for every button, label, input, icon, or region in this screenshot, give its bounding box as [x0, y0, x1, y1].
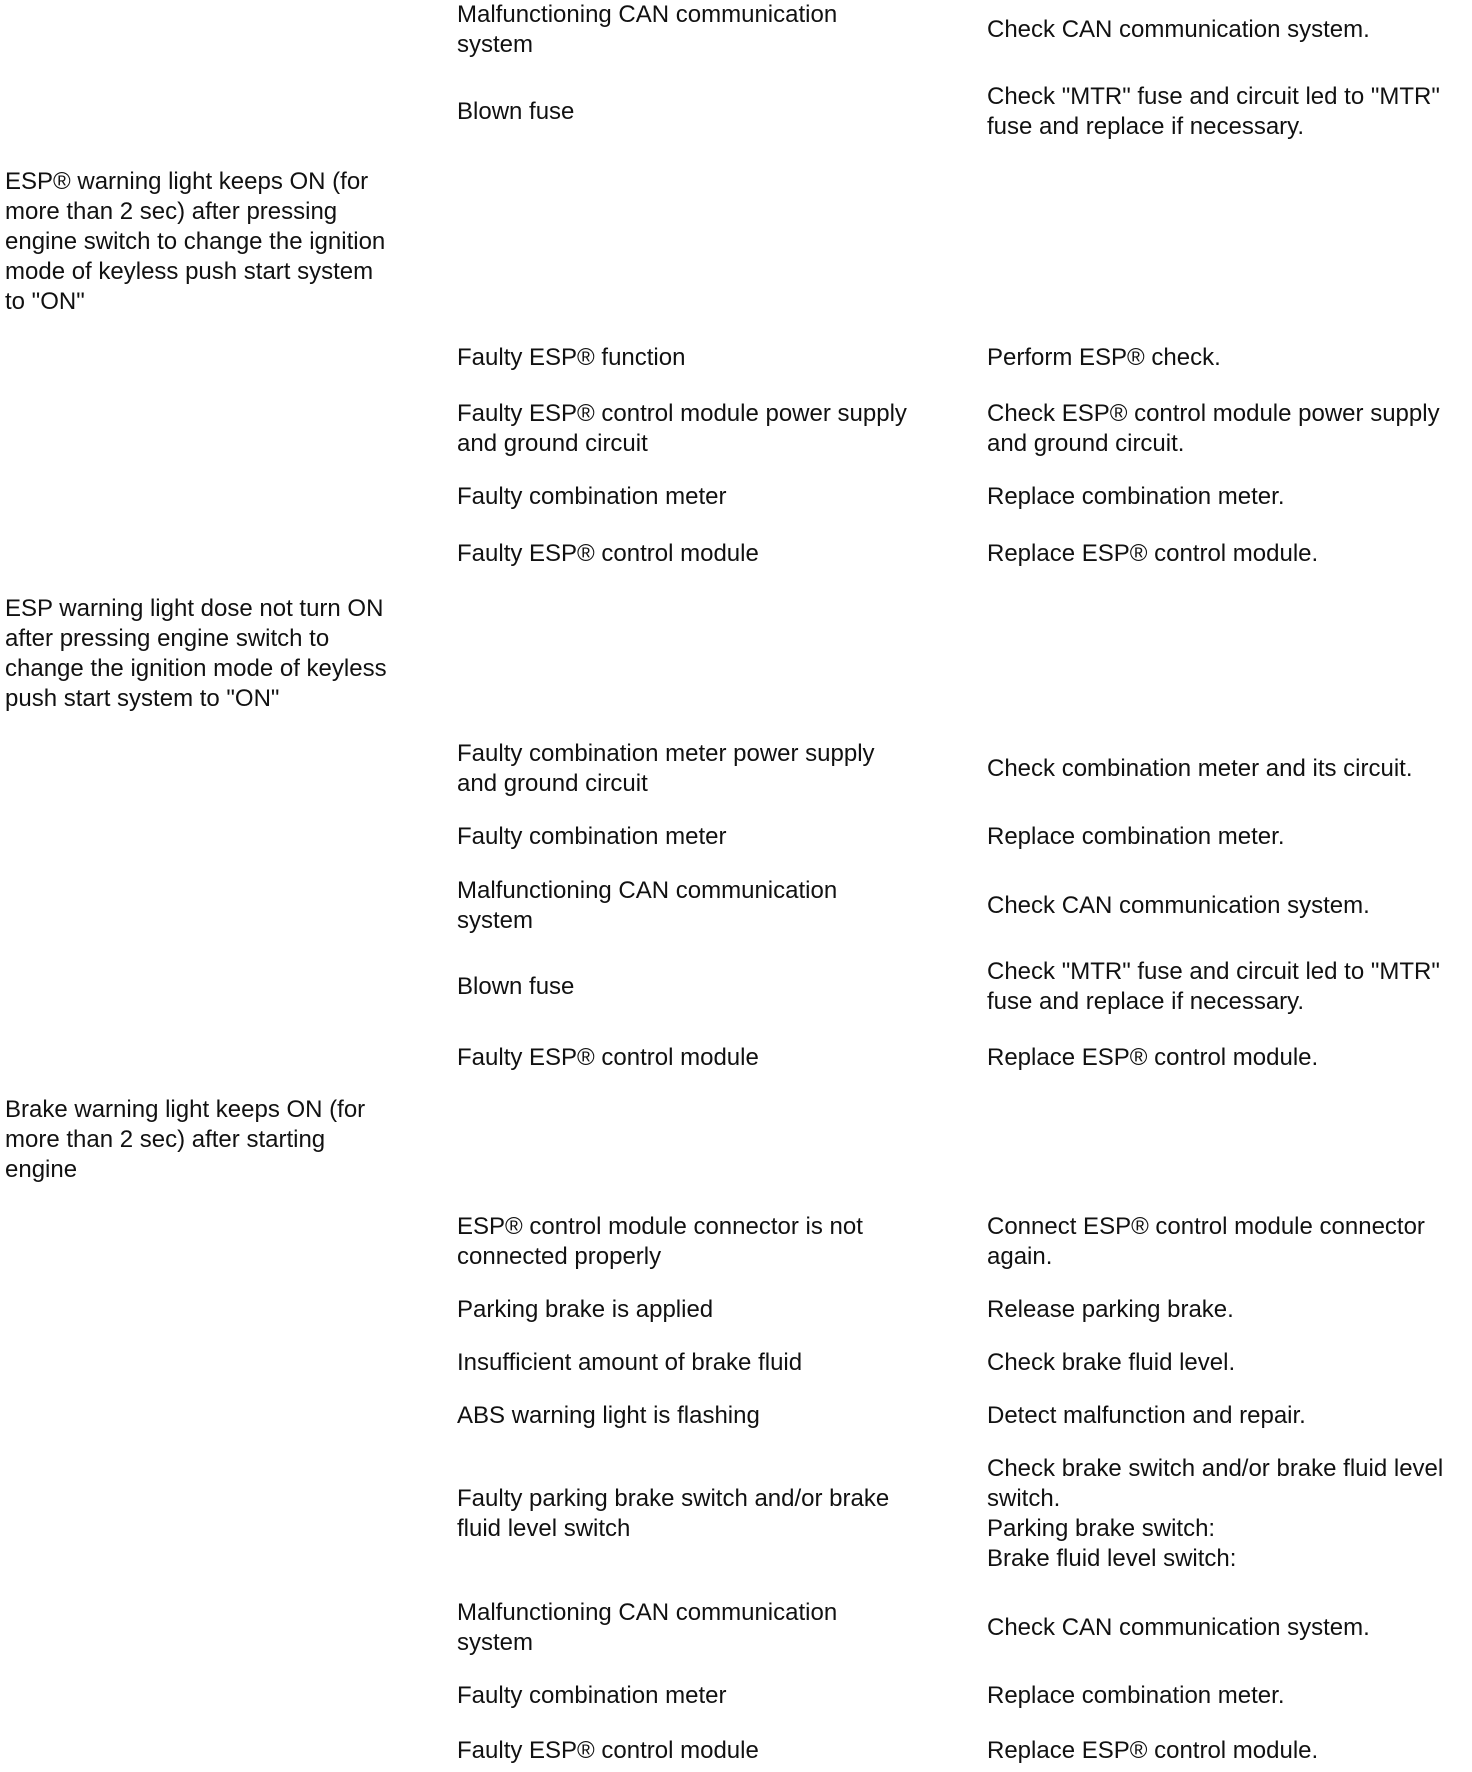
condition-text: ESP® warning light keeps ON (for more than 2 sec) after pressing engine switch to change the ignition mode of keyless push start system to "ON"	[5, 168, 386, 315]
cause-text: Faulty ESP® control module	[457, 1737, 759, 1764]
fix-text: Detect malfunction and repair.	[987, 1402, 1306, 1429]
cause-text: Blown fuse	[457, 98, 575, 125]
fix-text: Check ESP® control module power supply and ground circuit.	[987, 400, 1440, 457]
cause-text: Malfunctioning CAN communication system	[457, 1599, 838, 1656]
fix-text: Check brake fluid level.	[987, 1349, 1236, 1376]
fix-text: Check CAN communication system.	[987, 892, 1370, 919]
fix-text: Replace combination meter.	[987, 823, 1285, 850]
fix-text: Release parking brake.	[987, 1296, 1234, 1323]
cause-text: Faulty combination meter	[457, 823, 727, 850]
cause-text: Faulty ESP® control module	[457, 1044, 759, 1071]
cause-text: Faulty ESP® control module power supply and ground circuit	[457, 400, 907, 457]
fix-text: Check "MTR" fuse and circuit led to "MTR" fuse and replace if necessary.	[987, 83, 1440, 140]
fix-text: Check CAN communication system.	[987, 16, 1370, 43]
fix-text: Replace ESP® control module.	[987, 1044, 1319, 1071]
cause-text: Faulty combination meter	[457, 483, 727, 510]
cause-text: ESP® control module connector is not connected properly	[457, 1213, 863, 1270]
fix-text: Perform ESP® check.	[987, 344, 1221, 371]
cause-text: Blown fuse	[457, 973, 575, 1000]
cause-text: Faulty parking brake switch and/or brake fluid level switch	[457, 1485, 890, 1542]
cause-text: Faulty ESP® control module	[457, 540, 759, 567]
fix-text: Replace ESP® control module.	[987, 540, 1319, 567]
cause-text: Malfunctioning CAN communication system	[457, 1, 838, 58]
fix-text: Check combination meter and its circuit.	[987, 755, 1413, 782]
fix-text: Check brake switch and/or brake fluid level switch. Parking brake switch: Brake fluid level switch:	[987, 1455, 1444, 1572]
fix-text: Connect ESP® control module connector again.	[987, 1213, 1425, 1270]
fix-text: Replace ESP® control module.	[987, 1737, 1319, 1764]
cause-text: Insufficient amount of brake fluid	[457, 1349, 803, 1376]
fix-text: Check "MTR" fuse and circuit led to "MTR" fuse and replace if necessary.	[987, 958, 1440, 1015]
cause-text: Parking brake is applied	[457, 1296, 714, 1323]
fix-text: Check CAN communication system.	[987, 1614, 1370, 1641]
cause-text: Malfunctioning CAN communication system	[457, 877, 838, 934]
fix-text: Replace combination meter.	[987, 1682, 1285, 1709]
cause-text: Faulty combination meter	[457, 1682, 727, 1709]
condition-text: ESP warning light dose not turn ON after pressing engine switch to change the ignition mode of keyless push start system to "ON"	[5, 595, 387, 712]
condition-text: Brake warning light keeps ON (for more than 2 sec) after starting engine	[5, 1096, 366, 1183]
cause-text: Faulty combination meter power supply and ground circuit	[457, 740, 875, 797]
fix-text: Replace combination meter.	[987, 483, 1285, 510]
cause-text: ABS warning light is flashing	[457, 1402, 760, 1429]
cause-text: Faulty ESP® function	[457, 344, 686, 371]
